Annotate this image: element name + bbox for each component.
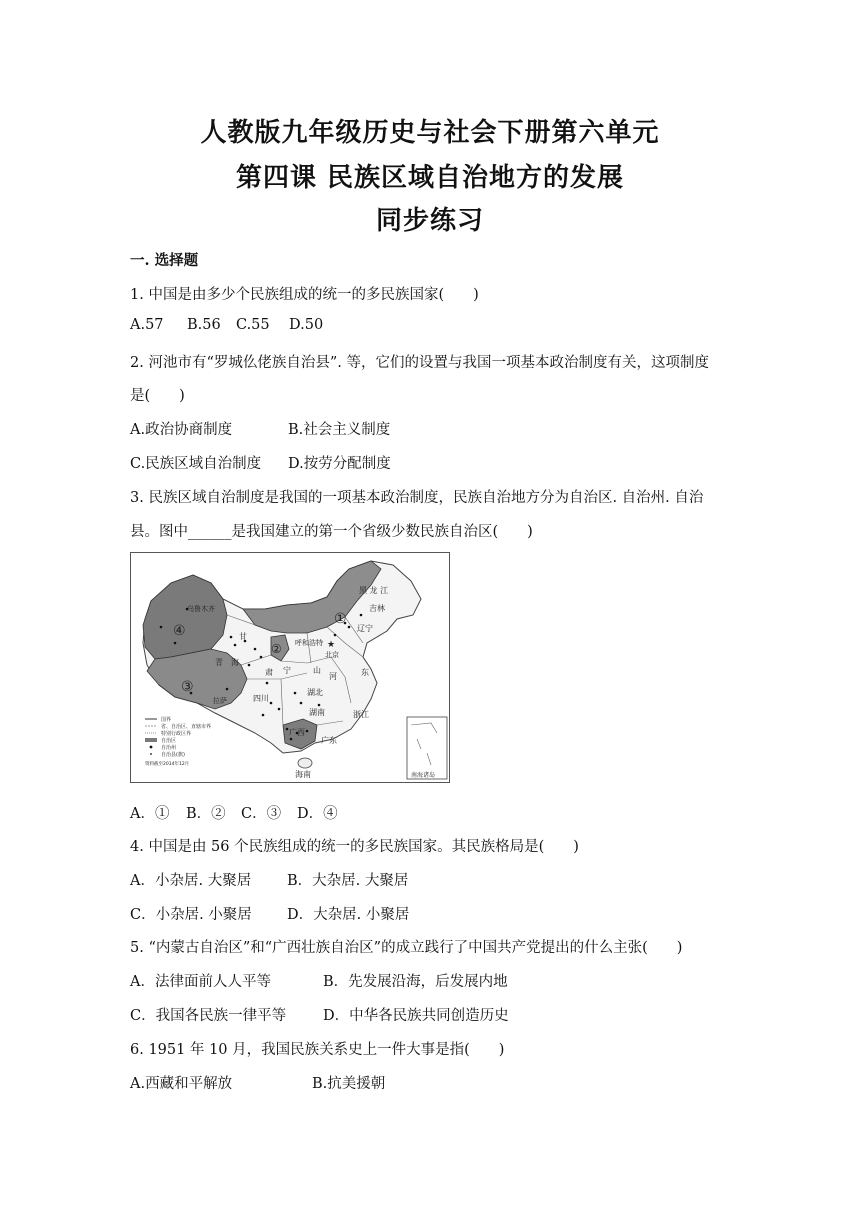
q1-option-b[interactable]: B.56 xyxy=(187,317,221,333)
q2-option-a[interactable]: A.政治协商制度 xyxy=(130,422,233,438)
label-sichuan: 四川 xyxy=(253,694,269,703)
question-2-options-row-1 xyxy=(130,418,390,439)
q6-option-a[interactable]: A.西藏和平解放 xyxy=(130,1076,233,1092)
label-jilin: 吉林 xyxy=(369,604,385,613)
question-3-stem-line-2: 县。图中______是我国建立的第一个省级少数民族自治区( ) xyxy=(130,524,533,540)
question-5-stem: 5. “内蒙古自治区”和“广西壮族自治区”的成立践行了中国共产党提出的什么主张( ) xyxy=(130,940,683,956)
question-5-options-row-2 xyxy=(130,1004,509,1025)
marker-3: ③ xyxy=(181,679,194,695)
label-lhasa: 拉萨 xyxy=(213,697,227,705)
q1-option-c[interactable]: C.55 xyxy=(236,317,270,333)
question-6-stem: 6. 1951 年 10 月，我国民族关系史上一件大事是指( ) xyxy=(130,1042,505,1058)
question-2-stem-line-1: 2. 河池市有“罗城仫佬族自治县”. 等，它们的设置与我国一项基本政治制度有关，这项制度 xyxy=(130,355,709,371)
q4-option-b[interactable]: B．大杂居. 大聚居 xyxy=(287,873,409,889)
question-4-stem: 4. 中国是由 56 个民族组成的统一的多民族国家。其民族格局是( ) xyxy=(130,839,579,855)
question-2-stem-line-2: 是( ) xyxy=(130,388,185,404)
legend-item-4: 自治区 xyxy=(161,738,177,744)
map-svg xyxy=(131,553,449,782)
label-shanxi: 山 xyxy=(313,666,321,675)
question-1-stem: 1. 中国是由多少个民族组成的统一的多民族国家( ) xyxy=(130,287,479,303)
legend-item-3: 特别行政区界 xyxy=(161,731,192,737)
q1-option-a[interactable]: A.57 xyxy=(130,317,164,333)
title-line-2: 第四课 民族区域自治地方的发展 xyxy=(235,163,625,193)
q4-option-c[interactable]: C．小杂居. 小聚居 xyxy=(130,907,252,923)
label-beijing: 北京 xyxy=(325,651,339,659)
label-zhejiang: 浙江 xyxy=(353,710,369,719)
question-6-options xyxy=(130,1072,385,1093)
question-3-stem-line-1: 3. 民族区域自治制度是我国的一项基本政治制度，民族自治地方分为自治区. 自治州. 自治 xyxy=(130,490,704,506)
question-2-options-row-2 xyxy=(130,452,391,473)
map-source-note: 资料截至2014年12月 xyxy=(145,762,190,767)
label-hainan: 海南 xyxy=(295,770,311,779)
legend-item-6: 自治县(旗) xyxy=(161,752,185,758)
q3-option-b[interactable]: B．② xyxy=(186,806,226,822)
q5-option-a[interactable]: A．法律面前人人平等 xyxy=(130,974,271,990)
q4-option-a[interactable]: A．小杂居. 大聚居 xyxy=(130,873,252,889)
label-urumqi: 乌鲁木齐 xyxy=(187,605,215,613)
beijing-star-icon: ★ xyxy=(327,640,336,650)
label-hunan: 湖南 xyxy=(309,708,325,717)
marker-2: ② xyxy=(271,642,282,656)
q2-option-d[interactable]: D.按劳分配制度 xyxy=(288,456,391,472)
q1-option-d[interactable]: D.50 xyxy=(289,317,324,333)
label-hohhot: 呼和浩特 xyxy=(295,639,323,647)
label-hubei: 湖北 xyxy=(307,688,323,697)
label-guangdong: 广东 xyxy=(321,736,337,745)
marker-1: ① xyxy=(334,611,347,627)
question-1-options xyxy=(130,317,323,333)
question-5-options-row-1 xyxy=(130,970,508,991)
legend-item-2: 省、自治区、直辖市界 xyxy=(161,724,212,730)
q2-option-c[interactable]: C.民族区域自治制度 xyxy=(130,456,262,472)
section-heading: 一. 选择题 xyxy=(130,252,199,269)
label-gansu: 甘 xyxy=(239,632,247,641)
title-line-1: 人教版九年级历史与社会下册第六单元 xyxy=(200,118,660,148)
label-heilongjiang: 黑 龙 江 xyxy=(359,586,389,595)
china-autonomous-regions-map xyxy=(130,552,450,783)
label-henan: 河 xyxy=(329,672,337,681)
q4-option-d[interactable]: D．大杂居. 小聚居 xyxy=(287,907,410,923)
map-legend xyxy=(145,716,211,767)
label-shandong: 东 xyxy=(361,668,369,677)
label-guangxi: 广西 xyxy=(289,728,305,737)
q5-option-d[interactable]: D．中华各民族共同创造历史 xyxy=(323,1008,509,1024)
legend-item-1: 国界 xyxy=(161,717,172,723)
marker-4: ④ xyxy=(173,623,186,639)
q2-option-b[interactable]: B.社会主义制度 xyxy=(288,422,391,438)
question-3-options xyxy=(130,802,338,823)
question-4-options-row-1 xyxy=(130,869,408,890)
q3-option-c[interactable]: C．③ xyxy=(241,806,282,822)
label-su: 肃 xyxy=(265,668,273,677)
south-china-sea-inset xyxy=(407,717,447,779)
legend-item-5: 自治州 xyxy=(161,745,177,751)
label-liaoning: 辽宁 xyxy=(357,624,373,633)
q5-option-b[interactable]: B．先发展沿海，后发展内地 xyxy=(323,974,508,990)
q6-option-b[interactable]: B.抗美援朝 xyxy=(312,1076,386,1092)
label-nanhai: 南海诸岛 xyxy=(411,772,436,779)
q3-option-d[interactable]: D．④ xyxy=(297,806,338,822)
q5-option-c[interactable]: C．我国各民族一律平等 xyxy=(130,1008,287,1024)
title-line-3: 同步练习 xyxy=(375,206,484,236)
question-4-options-row-2 xyxy=(130,903,409,924)
q3-option-a[interactable]: A．① xyxy=(130,806,170,822)
label-qinghai: 青 海 xyxy=(215,658,239,667)
label-ningxia: 宁 xyxy=(283,666,291,675)
